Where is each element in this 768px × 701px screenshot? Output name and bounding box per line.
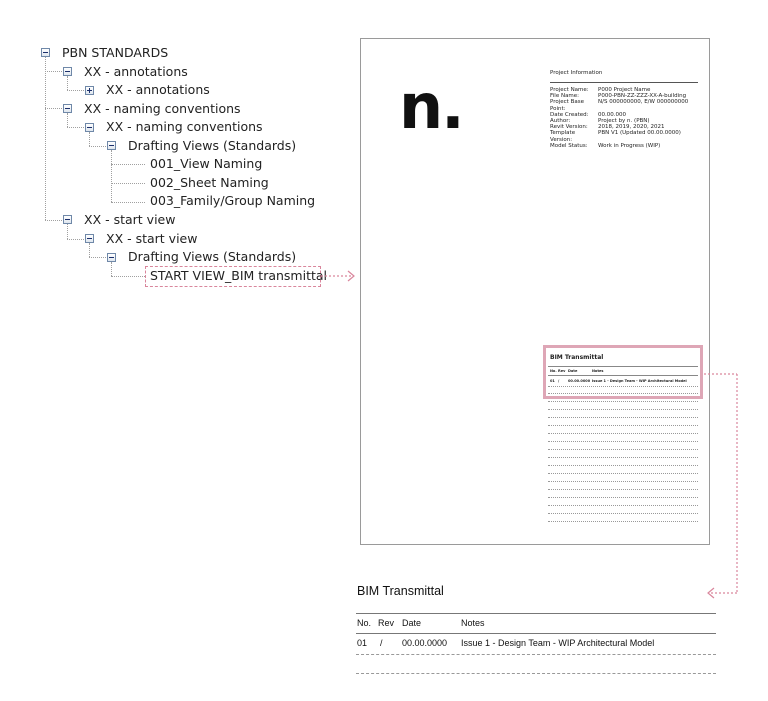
dotted-row-line	[548, 441, 698, 442]
dotted-row-line	[548, 465, 698, 466]
mini-header-cell: Rev	[558, 369, 566, 373]
tree-node-start-view-bim-transmittal[interactable]: START VIEW_BIM transmittal	[150, 268, 328, 283]
project-info-value: Project by n. (PBN)	[598, 118, 650, 125]
tree-line	[89, 146, 106, 147]
project-info-row	[550, 143, 700, 149]
dotted-row-line	[356, 654, 716, 655]
mini-cell: 00.00.0000	[568, 379, 591, 383]
project-info-key: Author:	[550, 118, 571, 125]
tree-line	[67, 239, 84, 240]
tree-line	[45, 71, 62, 72]
dotted-row-line	[548, 481, 698, 482]
row-no: 01	[357, 638, 368, 648]
mini-cell: /	[558, 379, 560, 383]
tree-node-family-group-naming[interactable]: 003_Family/Group Naming	[150, 193, 316, 208]
divider	[550, 82, 698, 83]
connector-arrow-down-icon	[700, 370, 742, 602]
bim-transmittal-title: BIM Transmittal	[357, 584, 444, 598]
project-info-value: P000-PBN-ZZ-ZZZ-XX-A-building	[598, 93, 687, 100]
project-information-title: Project Information	[550, 70, 603, 76]
tree-node-start-view[interactable]: XX - start view	[84, 212, 176, 227]
mini-header-cell: Date	[568, 369, 578, 373]
tree-line	[67, 76, 68, 90]
mini-header-cell: No.	[550, 369, 557, 373]
tree-line	[67, 90, 84, 91]
divider	[356, 633, 716, 634]
tree-node-sheet-naming[interactable]: 002_Sheet Naming	[150, 175, 269, 190]
row-date: 00.00.0000	[402, 638, 448, 648]
dotted-row-line	[548, 513, 698, 514]
project-info-value: Work in Progress (WIP)	[598, 142, 661, 149]
project-info-key: Project Base Point:	[550, 99, 584, 112]
tree-line	[89, 243, 90, 257]
row-rev: /	[380, 638, 383, 648]
connector-arrow-right-icon	[320, 268, 360, 284]
dotted-row-line	[548, 489, 698, 490]
tree-node-drafting-views[interactable]: Drafting Views (Standards)	[128, 138, 297, 153]
tree-node-naming-conventions[interactable]: XX - naming conventions	[84, 101, 241, 116]
project-info-key: Model Status:	[550, 142, 588, 149]
transmittal-highlight-box	[543, 345, 703, 399]
dotted-row-line	[548, 497, 698, 498]
logo: n.	[399, 70, 463, 143]
tree-line	[111, 262, 112, 276]
tree-line	[45, 57, 46, 220]
header-notes: Notes	[461, 618, 485, 628]
tree-line	[45, 108, 62, 109]
header-date: Date	[402, 618, 422, 628]
tree-line	[111, 183, 145, 184]
dotted-row-line	[548, 417, 698, 418]
collapse-toggle-icon[interactable]	[107, 253, 116, 262]
collapse-toggle-icon[interactable]	[41, 48, 50, 57]
project-info-value: N/S 000000000, E/W 000000000	[598, 99, 689, 106]
project-info-value: 00.00.000	[598, 111, 626, 118]
dotted-row-line	[548, 473, 698, 474]
project-browser-tree	[0, 0, 350, 330]
tree-line	[111, 202, 145, 203]
collapse-toggle-icon[interactable]	[107, 141, 116, 150]
tree-line	[111, 276, 145, 277]
tree-line	[111, 164, 145, 165]
dotted-row-line	[356, 673, 716, 674]
collapse-toggle-icon[interactable]	[85, 234, 94, 243]
project-information-table	[550, 87, 700, 149]
project-info-key: File Name:	[550, 93, 580, 100]
tree-node-drafting-views-2[interactable]: Drafting Views (Standards)	[128, 249, 297, 264]
dotted-row-line	[548, 401, 698, 402]
tree-line	[45, 220, 62, 221]
dotted-row-line	[548, 425, 698, 426]
mini-transmittal-title: BIM Transmittal	[550, 354, 604, 361]
dotted-row-line	[548, 409, 698, 410]
tree-line	[67, 224, 68, 239]
collapse-toggle-icon[interactable]	[85, 123, 94, 132]
expand-toggle-icon[interactable]	[85, 86, 94, 95]
mini-cell: Issue 1 - Design Team - WIP Architectural Model	[592, 379, 687, 383]
tree-line	[89, 132, 90, 146]
project-info-key: Template Version:	[550, 130, 576, 143]
tree-node-view-naming[interactable]: 001_View Naming	[150, 156, 263, 171]
tree-node-pbn-standards[interactable]: PBN STANDARDS	[62, 45, 169, 60]
dotted-row-line	[548, 449, 698, 450]
project-info-key: Project Name:	[550, 87, 589, 93]
tree-line	[67, 127, 84, 128]
dotted-row-line	[548, 457, 698, 458]
sheet-preview	[360, 38, 710, 545]
project-info-row	[550, 130, 700, 142]
bim-transmittal-detail	[356, 578, 716, 688]
collapse-toggle-icon[interactable]	[63, 104, 72, 113]
collapse-toggle-icon[interactable]	[63, 215, 72, 224]
dotted-row-line	[548, 505, 698, 506]
tree-node-annotations-child[interactable]: XX - annotations	[106, 82, 210, 97]
header-rev: Rev	[378, 618, 395, 628]
mini-cell: 01	[550, 379, 555, 383]
tree-node-naming-conventions-child[interactable]: XX - naming conventions	[106, 119, 263, 134]
mini-header-cell: Notes	[592, 369, 604, 373]
project-info-key: Date Created:	[550, 111, 589, 118]
header-no: No.	[357, 618, 372, 628]
tree-node-annotations[interactable]: XX - annotations	[84, 64, 188, 79]
dotted-row-line	[548, 521, 698, 522]
project-info-key: Revit Version:	[550, 124, 588, 131]
tree-line	[111, 150, 112, 202]
tree-line	[67, 113, 68, 127]
tree-line	[89, 257, 106, 258]
row-notes: Issue 1 - Design Team - WIP Architectural Model	[461, 638, 655, 648]
dotted-row-line	[548, 433, 698, 434]
project-info-row	[550, 99, 700, 111]
divider	[356, 613, 716, 614]
collapse-toggle-icon[interactable]	[63, 67, 72, 76]
project-info-value: P000 Project Name	[598, 87, 651, 93]
project-info-value: PBN V1 (Updated 00.00.0000)	[598, 130, 681, 137]
tree-node-start-view-child[interactable]: XX - start view	[106, 231, 198, 246]
project-info-value: 2018, 2019, 2020, 2021	[598, 124, 665, 131]
